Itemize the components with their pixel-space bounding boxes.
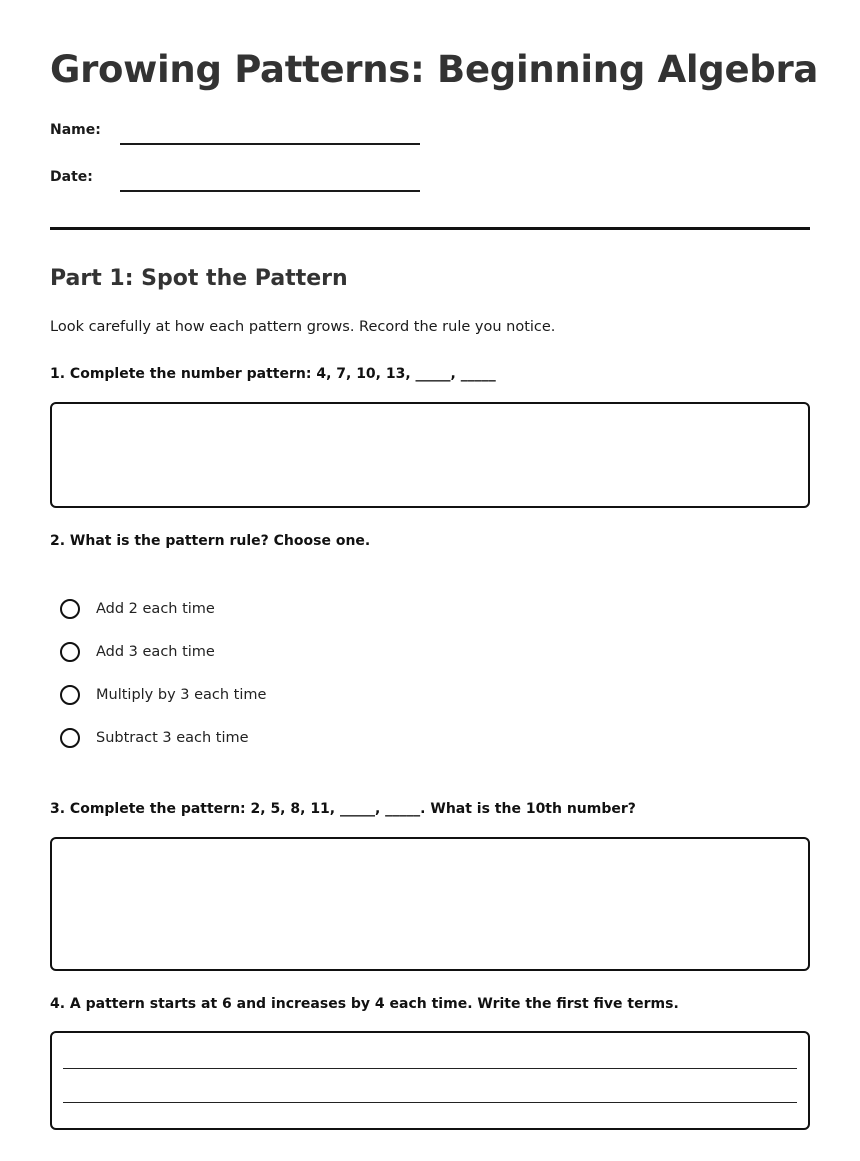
option-add-3[interactable]	[60, 640, 215, 664]
option-label: Multiply by 3 each time	[96, 687, 267, 703]
question-4: 4. A pattern starts at 6 and increases by 4 each time. Write the first five terms.	[50, 996, 679, 1012]
option-multiply-3[interactable]	[60, 683, 266, 707]
date-label: Date:	[50, 169, 93, 185]
radio-button-icon[interactable]	[60, 599, 80, 619]
section-instruction: Look carefully at how each pattern grows. Record the rule you notice.	[50, 319, 556, 335]
name-label: Name:	[50, 122, 101, 138]
question-1: 1. Complete the number pattern: 4, 7, 10, 13, _____, _____	[50, 366, 496, 382]
option-label: Add 2 each time	[96, 601, 215, 617]
option-label: Subtract 3 each time	[96, 730, 249, 746]
option-add-2[interactable]	[60, 597, 215, 621]
option-label: Add 3 each time	[96, 644, 215, 660]
radio-button-icon[interactable]	[60, 685, 80, 705]
writing-line	[63, 1068, 797, 1069]
page-title: Growing Patterns: Beginning Algebra	[50, 48, 819, 91]
radio-button-icon[interactable]	[60, 728, 80, 748]
answer-box-3[interactable]	[50, 837, 810, 971]
answer-box-4[interactable]	[50, 1031, 810, 1130]
answer-box-1[interactable]	[50, 402, 810, 508]
question-3: 3. Complete the pattern: 2, 5, 8, 11, _____, _____. What is the 10th number?	[50, 801, 636, 817]
question-2: 2. What is the pattern rule? Choose one.	[50, 533, 371, 549]
header-divider	[50, 227, 810, 230]
name-field[interactable]	[120, 143, 420, 145]
date-field[interactable]	[120, 190, 420, 192]
option-subtract-3[interactable]	[60, 726, 249, 750]
writing-line	[63, 1102, 797, 1103]
radio-button-icon[interactable]	[60, 642, 80, 662]
section-title-part1: Part 1: Spot the Pattern	[50, 266, 348, 291]
